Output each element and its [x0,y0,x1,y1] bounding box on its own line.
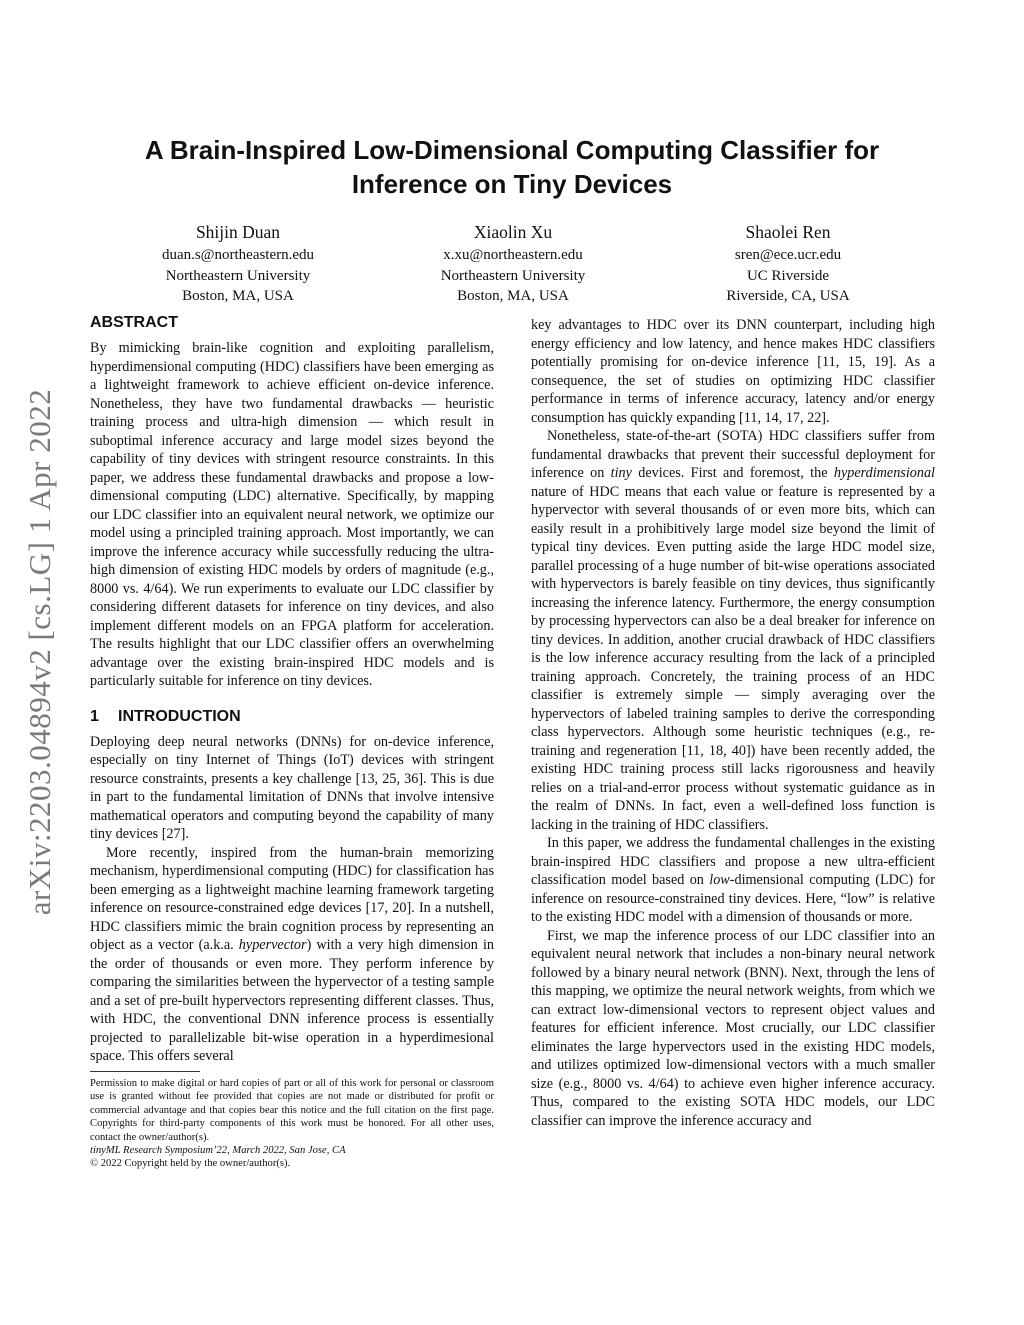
intro-paragraph-5: First, we map the inference process of our LDC classifier into an equivalent neural network that includes a non-binary neural network followed by a binary neural network (BNN). Next, through the lens of this mapping, we optimize the neural network weights, from which we can extract low-dimensional vectors to represent object values and features for efficient inference. Most crucially, our LDC classifier eliminates the large hypervectors used in the existing HDC models, and utilizes optimized low-dimensional vectors with a much smaller size (e.g., 8000 vs. 4/64) to achieve even higher inference accuracy. Thus, compared to the existing SOTA HDC models, our LDC classifier can improve the inference accuracy and [531,927,935,1129]
author-affiliation: Northeastern University [440,267,586,284]
text-run: nature of HDC means that each value or feature is represented by a hypervector with several thousands of or even more bits, which can easily result in a prohibitively large model size beyond the limit of typical tiny devices. Even putting aside the large HDC model size, parallel processing of a huge number of bit-wise operations associated with hypervectors is barely feasible on tiny devices, thus significantly increasing the inference latency. Furthermore, the energy consumption by processing hypervectors can also be a deal breaker for inference on tiny devices. In addition, another crucial drawback of HDC classifiers is the low inference accuracy resulting from the lack of a principled training approach. Concretely, the training process of an HDC classifier is extremely simple — simply averaging over the hypervectors of labeled training samples to derive the corresponding class hypervectors. Although some heuristic techniques (e.g., re-training and regeneration [11, 18, 40]) have been recently added, the existing HDC training process still lacks rigorousness and heavily relies on a trial-and-error process without systematic guidance as in the realm of DNNs. In fact, even a well-defined loss function is lacking in the training of HDC classifiers. [531,483,935,833]
text-run: ) with a very high dimension in the order of thousands or even more. They perform inference by comparing the similarities between the hypervector of a testing sample and a set of pre-built hypervectors representing different classes. Thus, with HDC, the conventional DNN inference process is essentially projected to parallelizable bit-wise operation in a hyperdimesional space. This offers several [90,937,494,1064]
abstract-text: By mimicking brain-like cognition and exploiting parallelism, hyperdimensional computing (HDC) classifiers have been emerging as a lightweight framework to achieve efficient on-device inference. Nonetheless, they have two fundamental drawbacks — heuristic training process and ultra-high dimension — which result in suboptimal inference accuracy and large model sizes beyond the capability of tiny devices with stringent resource constraints. In this paper, we address these fundamental drawbacks and propose a low-dimensional computing (LDC) alternative. Specifically, by mapping our LDC classifier into an equivalent neural network, we optimize our model using a principled training approach. Most importantly, we can improve the inference accuracy while successfully reducing the ultra-high dimension of existing HDC models by orders of magnitude (e.g., 8000 vs. 4/64). We run experiments to evaluate our LDC classifier by considering different datasets for inference on tiny devices, and also implement different models on an FPGA platform for acceleration. The results highlight that our LDC classifier offers an overwhelming advantage over the existing brain-inspired HDC models and is particularly suitable for inference on tiny devices. [90,340,494,689]
intro-paragraph-2-continued: key advantages to HDC over its DNN counterpart, including high energy efficiency and low latency, and hence makes HDC classifiers potentially promising for on-device inference [11, 15, 19]. As a consequence, the set of studies on optimizing HDC classifier performance in terms of inference accuracy, latency and/or energy consumption has quickly expanding [11, 14, 17, 22]. [531,317,935,426]
author-block-1 [103,219,373,307]
emphasis: hyperdimensional [833,465,935,481]
footnote-rule [90,1071,200,1072]
text-run: In this paper, we address the fundamental challenges in the existing brain-inspired HDC classifiers and propose a new ultra-efficient classification model based on [531,835,935,888]
author-block-2 [378,219,648,307]
intro-paragraph-3 [531,427,935,834]
emphasis: low [709,872,730,888]
intro-paragraph-2 [90,844,494,1066]
intro-paragraph-1: Deploying deep neural networks (DNNs) for on-device inference, especially on tiny Internet of Things (IoT) devices with stringent resource constraints, presents a key challenge [13, 25, 36]. This is due in part to the fundamental limitation of DNNs that involve intensive mathematical operators and computing beyond the capability of many tiny devices [27]. [90,733,494,842]
right-column [531,316,935,1130]
copyright-line: © 2022 Copyright held by the owner/author(s). [90,1158,291,1170]
author-affiliation: Northeastern University [165,267,311,284]
permission-notice: Permission to make digital or hard copies of part or all of this work for personal or classroom use is granted without fee provided that copies are not made or distributed for profit or commercial advantage and that copies bear this notice and the full citation on the first page. Copyrights for third-party components of this work must be honored. For all other uses, contact the owner/author(s). [90,1078,494,1143]
author-email[interactable]: duan.s@northeastern.edu [161,247,315,263]
section-heading-introduction [90,707,494,727]
text-run: -dimensional computing (LDC) for inference on resource-constrained tiny devices. Here, “low” is relative to the existing HDC model with a dimension of thousands or more. [531,872,935,925]
intro-paragraph-4 [531,834,935,927]
author-name: Shijin Duan [195,222,281,242]
section-number: 1 [90,707,99,725]
emphasis: hypervector [238,937,307,953]
footnote [90,1077,494,1171]
paper-title [80,133,944,201]
arxiv-stamp: arXiv:2203.04894v2 [cs.LG] 1 Apr 2022 [22,388,57,916]
section-title: INTRODUCTION [118,707,241,725]
author-email[interactable]: sren@ece.ucr.edu [734,247,842,263]
author-location: Riverside, CA, USA [726,288,850,304]
author-location: Boston, MA, USA [457,288,569,304]
author-block-3 [653,219,923,307]
text-run: devices. First and foremost, the [631,465,834,481]
author-name: Shaolei Ren [745,222,831,242]
text-run: Nonetheless, state-of-the-art (SOTA) HDC classifiers suffer from fundamental drawbacks that prevent their successful deployment for inference on [531,428,935,481]
venue-line: tinyML Research Symposium’22, March 2022, San Jose, CA [90,1145,346,1157]
emphasis: tiny [610,465,632,481]
author-email[interactable]: x.xu@northeastern.edu [443,247,583,263]
title-line-1: A Brain-Inspired Low-Dimensional Computing Classifier for [144,135,880,165]
author-affiliation: UC Riverside [746,267,830,284]
title-line-2: Inference on Tiny Devices [351,169,673,199]
abstract-heading: ABSTRACT [90,314,178,331]
left-column [90,313,494,1066]
author-location: Boston, MA, USA [182,288,294,304]
author-name: Xiaolin Xu [473,222,553,242]
text-run: More recently, inspired from the human-brain memorizing mechanism, hyperdimensional computing (HDC) for classification has been emerging as a lightweight machine learning framework targeting inference on resource-constrained edge devices [17, 20]. In a nutshell, HDC classifiers mimic the brain cognition process by representing an object as a vector (a.k.a. [90,844,494,953]
